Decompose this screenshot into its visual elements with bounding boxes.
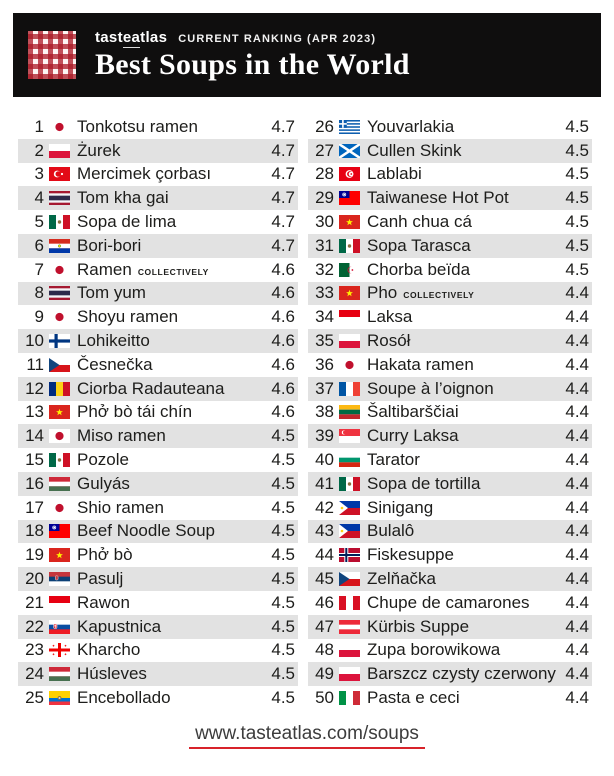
flag-icon-czechia [339, 572, 360, 586]
soup-name: Soupe à l’oignon [367, 378, 494, 398]
ranking-row [18, 163, 298, 187]
flag-icon-poland [339, 334, 360, 348]
rating-value: 4.5 [565, 259, 589, 279]
soup-name: Pasta e ceci [367, 688, 460, 708]
rating-value: 4.4 [565, 331, 589, 351]
ranking-row [308, 567, 592, 591]
flag-icon-italy [339, 691, 360, 705]
rating-value: 4.4 [565, 473, 589, 493]
rating-value: 4.5 [271, 545, 295, 565]
ranking-row [18, 186, 298, 210]
soup-name: Gulyás [77, 473, 130, 493]
flag-icon-indonesia [49, 596, 70, 610]
rank-number: 11 [26, 354, 44, 374]
ranking-row [308, 353, 592, 377]
rank-number: 25 [25, 688, 44, 708]
flag-icon-taiwan [49, 524, 70, 538]
ranking-row [18, 448, 298, 472]
soup-name: Chorba beïda [367, 259, 471, 279]
flag-icon-bulgaria [339, 453, 360, 467]
rating-value: 4.6 [271, 331, 295, 351]
ranking-row [308, 210, 592, 234]
soup-name: Shio ramen [77, 497, 164, 517]
rank-number: 21 [25, 592, 44, 612]
rank-number: 31 [315, 235, 334, 255]
ranking-row [18, 234, 298, 258]
rank-number: 19 [25, 545, 44, 565]
rank-number: 29 [315, 188, 334, 208]
soup-name: Żurek [77, 140, 121, 160]
soup-name: Húsleves [77, 664, 147, 684]
rating-value: 4.5 [271, 426, 295, 446]
flag-icon-taiwan [339, 191, 360, 205]
flag-icon-mexico [49, 453, 70, 467]
rating-value: 4.4 [565, 402, 589, 422]
ranking-column-left [18, 115, 298, 710]
ranking-row [308, 615, 592, 639]
soup-name: Kürbis Suppe [367, 616, 470, 636]
soup-name: Sopa de tortilla [367, 473, 481, 493]
ranking-row [18, 567, 298, 591]
soup-name: Rawon [77, 592, 130, 612]
rank-number: 14 [25, 426, 44, 446]
ranking-row [308, 496, 592, 520]
footer-url-link[interactable]: www.tasteatlas.com/soups [189, 723, 425, 749]
rating-value: 4.6 [271, 283, 295, 303]
soup-name: Pasulj [77, 569, 124, 589]
rating-value: 4.4 [565, 426, 589, 446]
soup-name: Ciorba Radauteana [77, 378, 225, 398]
rating-value: 4.5 [271, 569, 295, 589]
ranking-row [308, 163, 592, 187]
rating-value: 4.4 [565, 664, 589, 684]
flag-icon-tunisia [339, 167, 360, 181]
ranking-row [308, 377, 592, 401]
rank-number: 24 [25, 664, 44, 684]
flag-icon-philippines [339, 501, 360, 515]
rank-number: 13 [25, 402, 44, 422]
ranking-row [308, 186, 592, 210]
soup-name: Sopa Tarasca [367, 235, 471, 255]
ranking-row [308, 424, 592, 448]
ranking-row [308, 448, 592, 472]
rank-number: 8 [34, 283, 44, 303]
ranking-row [308, 662, 592, 686]
collectively-label: COLLECTIVELY [403, 290, 475, 301]
rating-value: 4.5 [565, 164, 589, 184]
ranking-row [18, 282, 298, 306]
rating-value: 4.4 [565, 283, 589, 303]
flag-icon-thailand [49, 191, 70, 205]
ranking-row [308, 139, 592, 163]
soup-name: Česnečka [77, 354, 153, 374]
rank-number: 49 [315, 664, 334, 684]
rating-value: 4.7 [271, 140, 295, 160]
soup-name: Sinigang [367, 497, 434, 517]
rating-value: 4.5 [565, 235, 589, 255]
ranking-row [308, 234, 592, 258]
rank-number: 7 [34, 259, 44, 279]
rank-number: 15 [25, 450, 44, 470]
flag-icon-japan [49, 429, 70, 443]
rank-number: 4 [34, 188, 44, 208]
ranking-row [18, 472, 298, 496]
soup-name: Phở bò [77, 545, 133, 565]
ranking-row [18, 401, 298, 425]
rating-value: 4.5 [565, 116, 589, 136]
rank-number: 12 [25, 378, 44, 398]
ranking-row [308, 543, 592, 567]
rating-value: 4.5 [271, 450, 295, 470]
rating-value: 4.4 [565, 521, 589, 541]
ranking-period-label: CURRENT RANKING (APR 2023) [178, 33, 377, 45]
soup-name: Youvarlakia [367, 116, 455, 136]
rating-value: 4.4 [565, 450, 589, 470]
soup-name: Tom yum [77, 283, 146, 303]
flag-icon-georgia [49, 643, 70, 657]
collectively-label: COLLECTIVELY [137, 266, 209, 277]
rating-value: 4.5 [271, 664, 295, 684]
ranking-row [308, 591, 592, 615]
rank-number: 47 [315, 616, 334, 636]
ranking-row [18, 210, 298, 234]
soup-name: Kapustnica [77, 616, 162, 636]
ranking-row [308, 639, 592, 663]
ranking-row [308, 520, 592, 544]
rank-number: 42 [315, 497, 334, 517]
flag-icon-singapore [339, 429, 360, 443]
ranking-row [18, 591, 298, 615]
rating-value: 4.5 [271, 521, 295, 541]
ranking-row [308, 472, 592, 496]
rating-value: 4.6 [271, 378, 295, 398]
rank-number: 1 [34, 116, 44, 136]
soup-name: Shoyu ramen [77, 307, 179, 327]
page-title: Best Soups in the World [95, 48, 410, 81]
flag-icon-peru [339, 596, 360, 610]
soup-name: Curry Laksa [367, 426, 459, 446]
flag-icon-czechia [49, 358, 70, 372]
rating-value: 4.5 [271, 497, 295, 517]
flag-icon-mexico [339, 239, 360, 253]
flag-icon-turkey [49, 167, 70, 181]
ranking-row [308, 401, 592, 425]
ranking-row [18, 258, 298, 282]
rank-number: 45 [315, 569, 334, 589]
rating-value: 4.6 [271, 259, 295, 279]
flag-icon-japan [339, 358, 360, 372]
rank-number: 36 [315, 354, 334, 374]
flag-icon-thailand [49, 286, 70, 300]
soup-name: Lohikeitto [77, 331, 150, 351]
flag-icon-paraguay [49, 239, 70, 253]
rank-number: 10 [25, 331, 44, 351]
soup-name: Pozole [77, 450, 129, 470]
ranking-row [18, 520, 298, 544]
ranking-row [18, 139, 298, 163]
flag-icon-japan [49, 310, 70, 324]
rating-value: 4.5 [565, 140, 589, 160]
ranking-row [18, 686, 298, 710]
rating-value: 4.5 [271, 473, 295, 493]
header-banner [13, 13, 601, 97]
ranking-list [18, 115, 592, 710]
rank-number: 30 [315, 212, 334, 232]
soup-name: Mercimek çorbası [77, 164, 212, 184]
rating-value: 4.7 [271, 116, 295, 136]
soup-name: Miso ramen [77, 426, 166, 446]
rank-number: 39 [315, 426, 334, 446]
soup-name: Zupa borowikowa [367, 640, 501, 660]
rank-number: 43 [315, 521, 334, 541]
soup-name: Sopa de lima [77, 212, 177, 232]
rank-number: 33 [315, 283, 334, 303]
flag-icon-algeria [339, 263, 360, 277]
soup-name: Hakata ramen [367, 354, 474, 374]
rank-number: 18 [25, 521, 44, 541]
ranking-row [308, 329, 592, 353]
soup-name: Tonkotsu ramen [77, 116, 198, 136]
soup-name: Barszcz czysty czerwony [367, 664, 556, 684]
soup-name: Pho [367, 283, 398, 303]
ranking-row [18, 639, 298, 663]
flag-icon-romania [49, 382, 70, 396]
rank-number: 32 [315, 259, 334, 279]
flag-icon-scotland [339, 144, 360, 158]
ranking-column-right [308, 115, 592, 710]
flag-icon-vietnam [49, 548, 70, 562]
flag-icon-indonesia [339, 310, 360, 324]
flag-icon-mexico [49, 215, 70, 229]
rating-value: 4.4 [565, 307, 589, 327]
flag-icon-ecuador [49, 691, 70, 705]
flag-icon-serbia [49, 572, 70, 586]
ranking-row [18, 115, 298, 139]
rating-value: 4.5 [565, 188, 589, 208]
soup-name: Zelňačka [367, 569, 436, 589]
rating-value: 4.5 [271, 592, 295, 612]
rating-value: 4.5 [271, 616, 295, 636]
rating-value: 4.4 [565, 688, 589, 708]
flag-icon-poland [339, 667, 360, 681]
rank-number: 6 [34, 235, 44, 255]
soup-name: Kharcho [77, 640, 141, 660]
rank-number: 38 [315, 402, 334, 422]
ranking-row [18, 329, 298, 353]
flag-icon-japan [49, 501, 70, 515]
rating-value: 4.5 [271, 688, 295, 708]
rank-number: 22 [25, 616, 44, 636]
footer [0, 723, 614, 749]
rank-number: 28 [315, 164, 334, 184]
soup-name: Encebollado [77, 688, 171, 708]
flag-icon-japan [49, 263, 70, 277]
rank-number: 27 [315, 140, 334, 160]
rating-value: 4.5 [565, 212, 589, 232]
ranking-row [308, 282, 592, 306]
soup-name: Taiwanese Hot Pot [367, 188, 509, 208]
soup-name: Bulalô [367, 521, 415, 541]
soup-name: Lablabi [367, 164, 422, 184]
rank-number: 50 [315, 688, 334, 708]
ranking-row [308, 686, 592, 710]
flag-icon-japan [49, 120, 70, 134]
ranking-row [18, 424, 298, 448]
flag-icon-austria [339, 620, 360, 634]
rating-value: 4.6 [271, 402, 295, 422]
rating-value: 4.4 [565, 497, 589, 517]
rank-number: 48 [315, 640, 334, 660]
ranking-row [308, 115, 592, 139]
rank-number: 3 [34, 164, 44, 184]
soup-name: Laksa [367, 307, 413, 327]
rank-number: 40 [315, 450, 334, 470]
soup-name: Canh chua cá [367, 212, 472, 232]
rank-number: 44 [315, 545, 334, 565]
rating-value: 4.6 [271, 307, 295, 327]
rating-value: 4.4 [565, 378, 589, 398]
ranking-row [18, 662, 298, 686]
flag-icon-vietnam [49, 405, 70, 419]
rank-number: 20 [25, 569, 44, 589]
flag-icon-greece [339, 120, 360, 134]
rank-number: 5 [34, 212, 44, 232]
soup-name: Tom kha gai [77, 188, 169, 208]
tasteatlas-wordmark: tasteatlas [95, 29, 168, 46]
rating-value: 4.4 [565, 569, 589, 589]
soup-name: Phở bò tái chín [77, 402, 193, 422]
soup-name: Šaltibarščiai [367, 402, 459, 422]
ranking-row [18, 543, 298, 567]
soup-name: Rosół [367, 331, 411, 351]
ranking-row [308, 258, 592, 282]
flag-icon-vietnam [339, 215, 360, 229]
rating-value: 4.7 [271, 212, 295, 232]
flag-icon-poland [49, 144, 70, 158]
flag-icon-france [339, 382, 360, 396]
soup-name: Cullen Skink [367, 140, 462, 160]
header-text [95, 30, 410, 80]
rating-value: 4.7 [271, 235, 295, 255]
flag-icon-philippines [339, 524, 360, 538]
flag-icon-slovakia [49, 620, 70, 634]
rank-number: 17 [25, 497, 44, 517]
ranking-row [18, 353, 298, 377]
flag-icon-vietnam [339, 286, 360, 300]
flag-icon-norway [339, 548, 360, 562]
rating-value: 4.5 [271, 640, 295, 660]
rating-value: 4.4 [565, 640, 589, 660]
soup-name: Ramen [77, 259, 132, 279]
rating-value: 4.7 [271, 164, 295, 184]
rank-number: 2 [34, 140, 44, 160]
ranking-row [308, 305, 592, 329]
soup-name: Beef Noodle Soup [77, 521, 215, 541]
soup-name: Chupe de camarones [367, 592, 530, 612]
rank-number: 9 [34, 307, 44, 327]
rank-number: 41 [315, 473, 334, 493]
soup-name: Fiskesuppe [367, 545, 454, 565]
ranking-row [18, 305, 298, 329]
rank-number: 23 [25, 640, 44, 660]
flag-icon-lithuania [339, 405, 360, 419]
flag-icon-hungary [49, 477, 70, 491]
rank-number: 16 [25, 473, 44, 493]
rank-number: 37 [315, 378, 334, 398]
rating-value: 4.4 [565, 592, 589, 612]
tasteatlas-gingham-logo-icon [28, 31, 76, 79]
rating-value: 4.7 [271, 188, 295, 208]
rating-value: 4.4 [565, 616, 589, 636]
soup-name: Bori-bori [77, 235, 142, 255]
rating-value: 4.6 [271, 354, 295, 374]
rank-number: 46 [315, 592, 334, 612]
ranking-row [18, 615, 298, 639]
flag-icon-poland [339, 643, 360, 657]
rating-value: 4.4 [565, 545, 589, 565]
rank-number: 34 [315, 307, 334, 327]
ranking-row [18, 377, 298, 401]
ranking-row [18, 496, 298, 520]
flag-icon-hungary [49, 667, 70, 681]
flag-icon-mexico [339, 477, 360, 491]
soup-name: Tarator [367, 450, 420, 470]
rank-number: 35 [315, 331, 334, 351]
flag-icon-finland [49, 334, 70, 348]
rating-value: 4.4 [565, 354, 589, 374]
rank-number: 26 [315, 116, 334, 136]
